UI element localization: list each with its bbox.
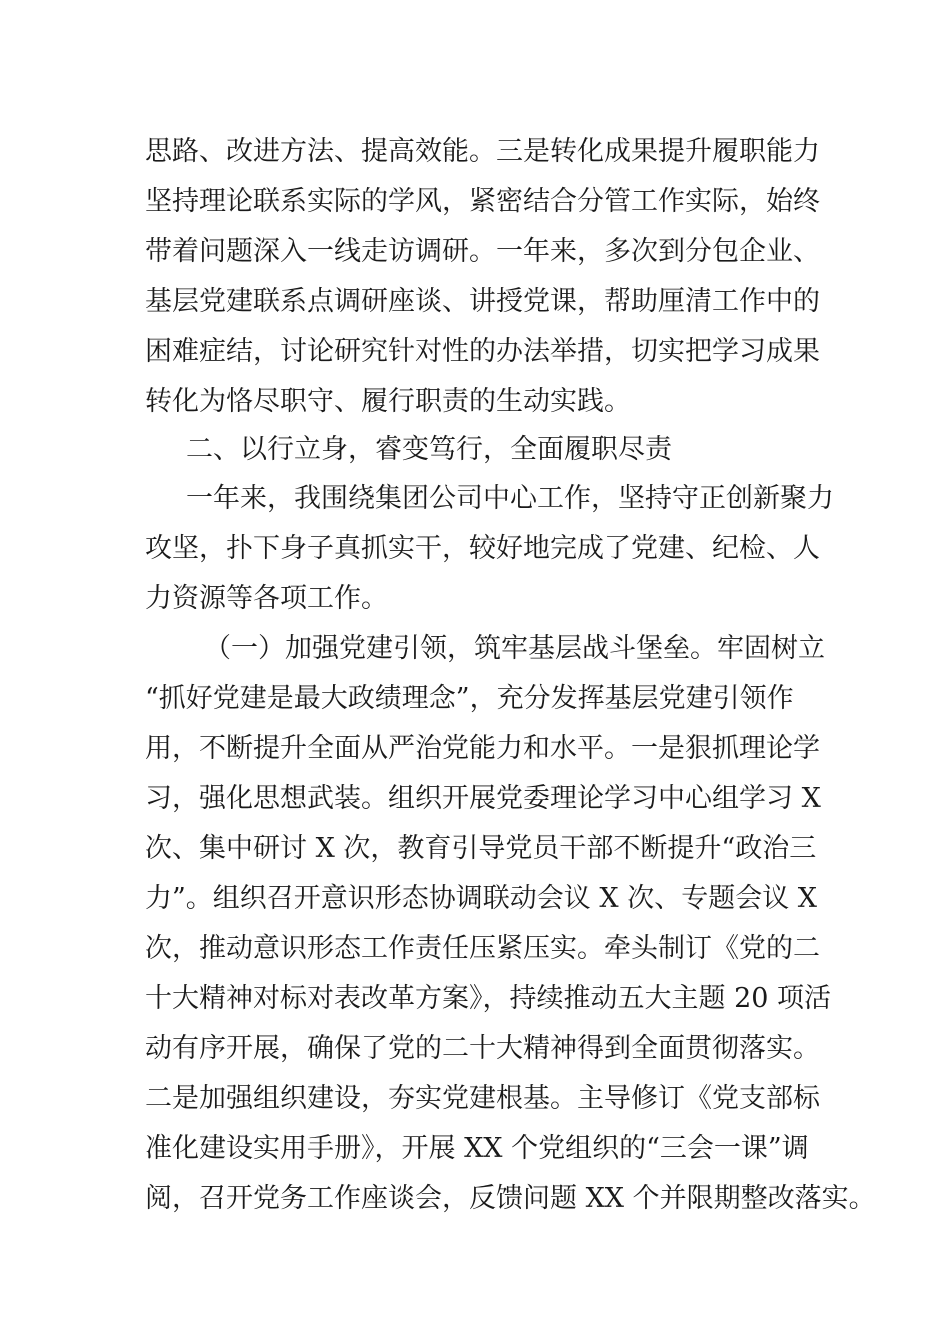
body-text-line: 坚持理论联系实际的学风，紧密结合分管工作实际，始终 — [145, 186, 820, 217]
section-heading: 二、以行立身，睿变笃行，全面履职尽责 — [186, 434, 672, 465]
body-text-line: 基层党建联系点调研座谈、讲授党课，帮助厘清工作中的 — [145, 286, 820, 317]
body-text-line: 十大精神对标对表改革方案》，持续推动五大主题 20 项活 — [145, 983, 832, 1014]
body-text-line: 二是加强组织建设，夯实党建根基。主导修订《党支部标 — [145, 1083, 820, 1114]
subsection-heading-line: （一）加强党建引领，筑牢基层战斗堡垒。牢固树立 — [204, 633, 825, 664]
body-text-line: 一年来，我围绕集团公司中心工作，坚持守正创新聚力 — [186, 483, 834, 514]
body-text-line: 习，强化思想武装。组织开展党委理论学习中心组学习 X — [145, 783, 821, 814]
body-text-line: 困难症结，讨论研究针对性的办法举措，切实把学习成果 — [145, 336, 820, 367]
body-text-line: 思路、改进方法、提高效能。三是转化成果提升履职能力 — [145, 136, 820, 167]
body-text-line: 带着问题深入一线走访调研。一年来，多次到分包企业、 — [145, 236, 820, 267]
body-text-line: 准化建设实用手册》，开展 XX 个党组织的“三会一课”调 — [145, 1133, 809, 1164]
body-text-line: “抓好党建是最大政绩理念”，充分发挥基层党建引领作 — [145, 683, 794, 714]
body-text-line: 动有序开展，确保了党的二十大精神得到全面贯彻落实。 — [145, 1033, 820, 1064]
body-text-line: 次、集中研讨 X 次，教育引导党员干部不断提升“政治三 — [145, 833, 817, 864]
body-text-line: 转化为恪尽职守、履行职责的生动实践。 — [145, 386, 631, 417]
body-text-line: 次，推动意识形态工作责任压紧压实。牵头制订《党的二 — [145, 933, 820, 964]
body-text-line: 力资源等各项工作。 — [145, 583, 388, 614]
body-text-line: 用，不断提升全面从严治党能力和水平。一是狠抓理论学 — [145, 733, 820, 764]
body-text-line: 攻坚，扑下身子真抓实干，较好地完成了党建、纪检、人 — [145, 533, 820, 564]
body-text-line: 阅，召开党务工作座谈会，反馈问题 XX 个并限期整改落实。 — [145, 1183, 876, 1214]
body-text-line: 力”。组织召开意识形态协调联动会议 X 次、专题会议 X — [145, 883, 817, 914]
